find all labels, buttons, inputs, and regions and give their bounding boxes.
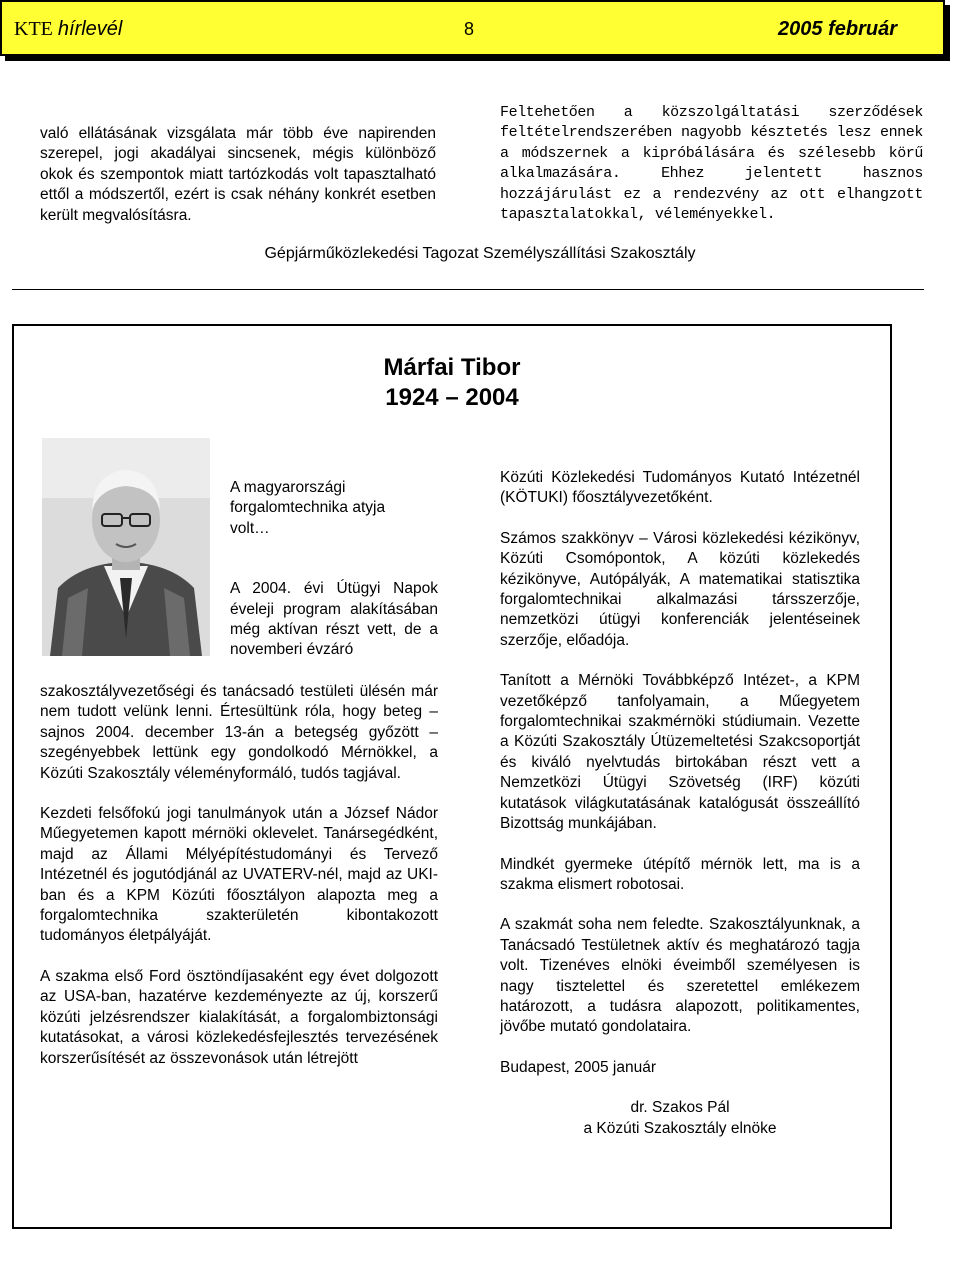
right-paragraph-2: Számos szakkönyv – Városi közlekedési kézikönyv, Közúti Csomópontok, A közúti közlekedés kézikönyve, Autópályák, A matematikai statisztika forgalomtechnikai alkalmazási társszerzője, nemzetközi útügyi konferenciák jelentéseinek szerzője, előadója. <box>500 529 860 649</box>
portrait-photo <box>42 438 210 656</box>
signer-title: a Közúti Szakosztály elnöke <box>583 1119 777 1137</box>
newsletter-title-hirlevel: hírlevél <box>57 18 123 40</box>
top-left-paragraph: való ellátásának vizsgálata már több éve napirenden szerepel, jogi akadályai sincsenek, mégis különböző okok és szempontok miatt tartózkodás volt tapasztalható ettől a módszertől, ezért is csak néhány konkrét esetben került megvalósításra. <box>40 125 436 224</box>
signer-name: dr. Szakos Pál <box>630 1099 730 1117</box>
top-right-paragraph: Feltehetően a közszolgáltatási szerződések feltételrendszerében nagyobb késztetés lesz ennek a módszernek a kipróbálására és szélesebb körű alkalmazására. Ehhez jelentett hasznos hozzájárulást ez a rendezvény az ott elhangzott tapasztalatokkal, véleményekkel. <box>500 104 923 224</box>
right-paragraph-4: Mindkét gyermeke útépítő mérnök lett, ma is a szakma elismert robotosai. <box>500 855 860 893</box>
right-paragraph-3: Tanított a Mérnöki Továbbképző Intézet-, a KPM vezetőképző tanfolyamain, a Műegyetem forgalomtechnikai szakmérnöki stúdiumain. Vezette a Közúti Szakosztály Útüzemeltetési Szakcsoportját és kiváló nyelvtudás birtokában részt vett a Nemzetközi Útügyi Szövetség (IRF) közúti kutatások világkutatásának katalógusát összeállító Bizottság munkájában. <box>500 672 860 833</box>
newsletter-title <box>14 18 122 41</box>
section-signature: Gépjárműközlekedési Tagozat Személyszállítási Szakosztály <box>264 245 696 262</box>
portrait-image <box>42 438 210 656</box>
right-paragraph-5: A szakmát soha nem feledte. Szakosztályunknak, a Tanácsadó Testületnek aktív és meghatározó tagja volt. Tizenéves elnöki éveimből személyesen is nagy tisztelettel és szeretettel emlékezem határozott, a tudásra alapozott, politikamentes, jövőbe mutató gondolataira. <box>500 916 860 1036</box>
left-paragraph-2: Kezdeti felsőfokú jogi tanulmányok után a József Nádor Műegyetemen kapott mérnöki oklevelet. Tanársegédként, majd az Állami Mélyépítéstudományi és Tervező Intézetnél és jogutódjánál az UVATERV-nél, majd az UKI-ban és a KPM Közúti főosztályon alapozta meg a forgalomtechnika szakterületén kibontakozott tudományos életpályáját. <box>40 805 438 945</box>
obituary-years: 1924 – 2004 <box>385 384 519 411</box>
obituary-box <box>12 324 892 1229</box>
beside-photo-text-2: A 2004. évi Útügyi Napok éveleji program alakításában még aktívan részt vett, de a novemberi évzáró <box>230 580 438 659</box>
page-number: 8 <box>464 19 475 39</box>
newsletter-title-kte: KTE <box>14 18 58 40</box>
left-paragraph-1: szakosztályvezetőségi és tanácsadó testületi ülésén már nem tudott velünk lenni. Értesültünk róla, hogy beteg – sajnos 2004. december 13-án a betegség győzött – szegényebbek lettünk egy gondolkodó Mérnökkel, a Közúti Szakosztály véleményformáló, tudós tagjával. <box>40 683 438 782</box>
issue-date: 2005 február <box>778 18 897 40</box>
right-paragraph-1: Közúti Közlekedési Tudományos Kutató Intézetnél (KÖTUKI) főosztályvezetőként. <box>500 469 860 507</box>
beside-photo-text-1: A magyarországi forgalomtechnika atyja volt… <box>230 479 386 537</box>
obituary-name: Márfai Tibor <box>383 354 521 381</box>
left-paragraph-3: A szakma első Ford ösztöndíjasaként egy évet dolgozott az USA-ban, hazatérve kezdeményezte az új, korszerű közúti jelzésrendszer kialakítását, a forgalombiztonsági kutatásokat, a városi közlekedésfejlesztés tervezésének korszerűsítését az összevonások után létrejött <box>40 967 438 1067</box>
newsletter-header <box>0 0 945 56</box>
divider-line <box>12 289 924 290</box>
place-date: Budapest, 2005 január <box>500 1058 656 1076</box>
